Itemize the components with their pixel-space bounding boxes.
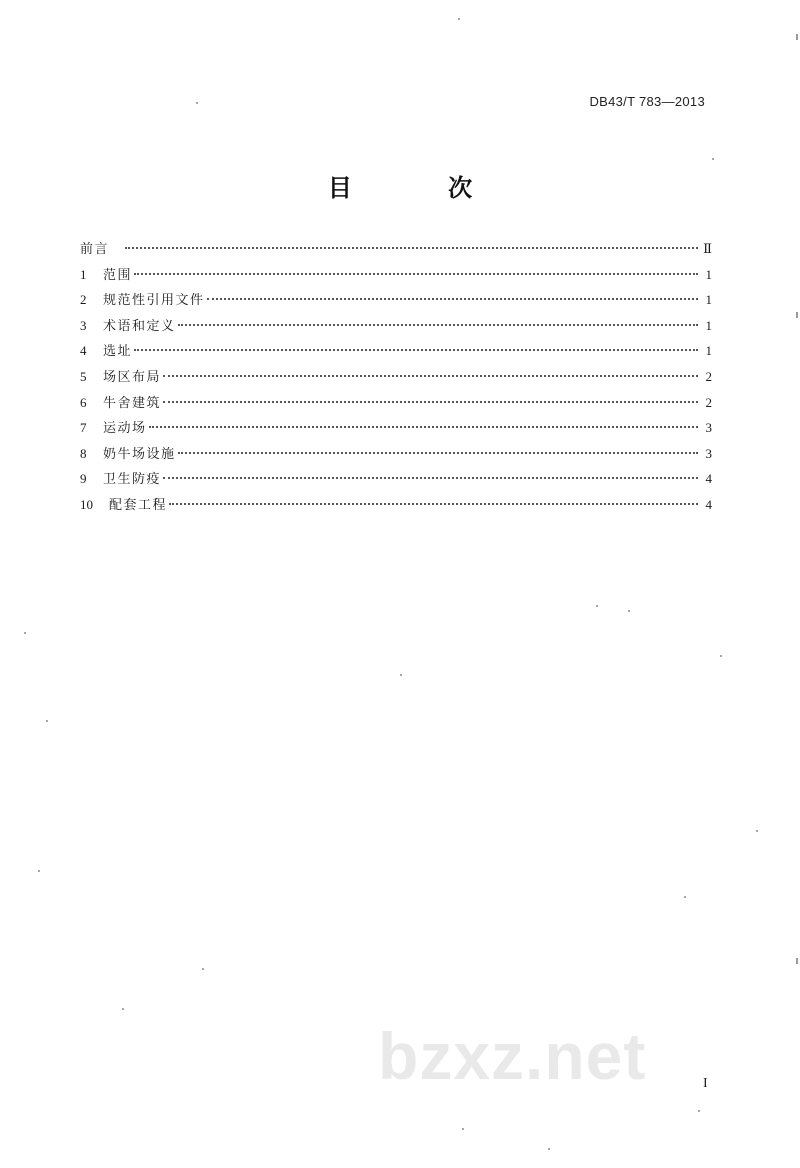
toc-entry-label: 场区布局: [103, 369, 162, 385]
scan-speck: [756, 830, 758, 832]
scan-speck: [596, 605, 598, 607]
toc-entry-foreword[interactable]: [80, 236, 712, 262]
toc-entry-number: 8: [80, 445, 87, 461]
toc-entry-9[interactable]: [80, 466, 712, 492]
scan-speck: [462, 1128, 464, 1130]
toc-entry-page: 1: [705, 266, 712, 282]
scan-speck: [24, 632, 26, 634]
toc-entry-page: 1: [705, 317, 712, 333]
toc-leader-dots: [125, 247, 698, 249]
toc-entry-label: 选址: [103, 344, 133, 360]
toc-entry-page: 3: [705, 420, 712, 436]
toc-entry-5[interactable]: [80, 364, 712, 390]
scan-speck: [712, 158, 714, 160]
toc-entry-page: 1: [705, 292, 712, 308]
scan-speck: [202, 968, 204, 970]
toc-leader-dots: [178, 324, 698, 326]
toc-entry-number: 9: [80, 471, 87, 487]
toc-entry-label: 奶牛场设施: [103, 446, 176, 462]
toc-leader-dots: [163, 477, 698, 479]
toc-title: 目 次: [327, 174, 517, 202]
toc-entry-4[interactable]: [80, 338, 712, 364]
scan-speck: [46, 720, 48, 722]
document-code: DB43/T 783—2013: [589, 94, 705, 109]
scan-speck: [458, 18, 460, 20]
scan-speck: [628, 610, 630, 612]
site-watermark: bzxz.net: [378, 1019, 647, 1093]
toc-entry-number: 10: [80, 496, 93, 512]
scan-edge-mark: [796, 34, 798, 40]
toc-entry-page: 4: [705, 471, 712, 487]
scan-speck: [122, 1008, 124, 1010]
scan-speck: [196, 102, 198, 104]
toc-entry-page: 4: [705, 496, 712, 512]
toc-entry-page: 2: [705, 394, 712, 410]
toc-entry-label: 规范性引用文件: [103, 293, 205, 309]
toc-entry-6[interactable]: [80, 390, 712, 416]
scan-speck: [548, 1148, 550, 1150]
toc-entry-2[interactable]: [80, 287, 712, 313]
toc-entry-label: 范围: [103, 267, 133, 283]
toc-entry-label: 卫生防疫: [103, 472, 162, 488]
toc-entry-page: 3: [705, 445, 712, 461]
toc-entry-10[interactable]: [80, 492, 712, 518]
toc-leader-dots: [169, 503, 698, 505]
scan-speck: [684, 896, 686, 898]
toc-entry-number: 7: [80, 420, 87, 436]
toc-entry-label: 运动场: [103, 421, 147, 437]
scan-speck: [698, 1110, 700, 1112]
toc-entry-7[interactable]: [80, 415, 712, 441]
toc-entry-number: 3: [80, 317, 87, 333]
toc-entry-label: 牛舍建筑: [103, 395, 162, 411]
toc-entry-label: 前言: [80, 242, 110, 257]
table-of-contents: [80, 236, 712, 518]
scan-speck: [400, 674, 402, 676]
toc-entry-page: 2: [705, 368, 712, 384]
page-number: I: [703, 1076, 708, 1091]
scan-speck: [38, 870, 40, 872]
toc-entry-page: Ⅱ: [703, 241, 712, 256]
toc-entry-label: 配套工程: [109, 497, 168, 513]
toc-leader-dots: [178, 452, 698, 454]
toc-leader-dots: [134, 273, 698, 275]
toc-entry-label: 术语和定义: [103, 318, 176, 334]
toc-entry-number: 4: [80, 343, 87, 359]
toc-leader-dots: [134, 349, 698, 351]
toc-leader-dots: [163, 375, 698, 377]
toc-entry-number: 6: [80, 394, 87, 410]
scan-speck: [720, 655, 722, 657]
toc-entry-3[interactable]: [80, 313, 712, 339]
scan-edge-mark: [796, 312, 798, 318]
toc-entry-1[interactable]: [80, 262, 712, 288]
toc-entry-page: 1: [705, 343, 712, 359]
toc-leader-dots: [163, 401, 698, 403]
toc-entry-number: 2: [80, 292, 87, 308]
scan-edge-mark: [796, 958, 798, 964]
toc-entry-number: 5: [80, 368, 87, 384]
toc-entry-number: 1: [80, 266, 87, 282]
toc-entry-8[interactable]: [80, 441, 712, 467]
toc-leader-dots: [149, 426, 698, 428]
toc-leader-dots: [207, 298, 698, 300]
